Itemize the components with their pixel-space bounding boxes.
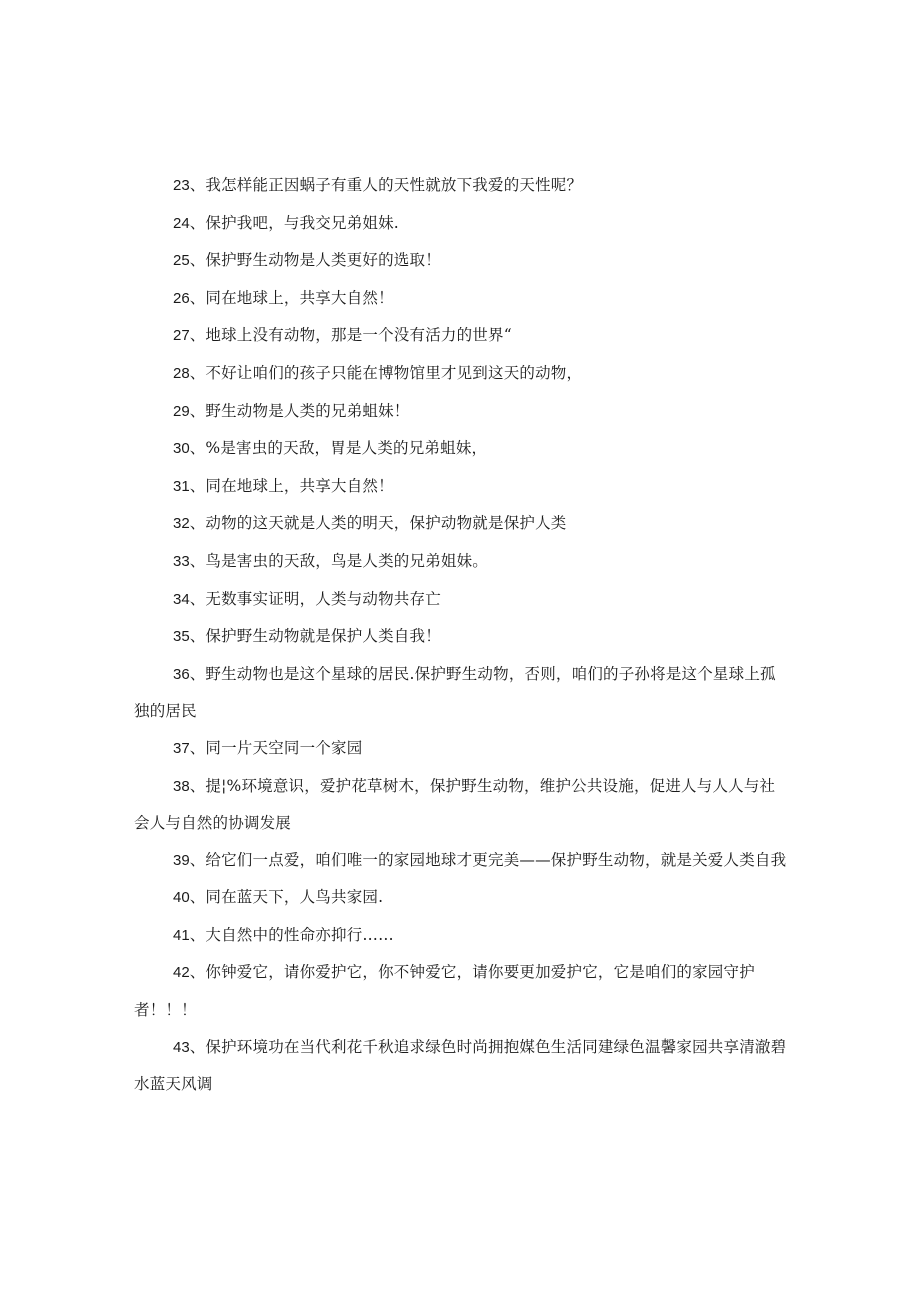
list-item xyxy=(134,355,790,393)
item-text: 、野生动物也是这个星球的居民.保护野生动物，否则，咱们的子孙将是这个星球上孤独的居民 xyxy=(134,664,776,721)
item-text: 、你钟爱它，请你爱护它，你不钟爱它，请你要更加爱护它，它是咱们的家园守护者！！！ xyxy=(134,963,755,1020)
item-number: 39 xyxy=(173,851,190,869)
list-item xyxy=(134,954,790,1028)
list-item xyxy=(134,167,790,205)
item-text: 、大自然中的性命亦抑行…… xyxy=(189,925,394,944)
item-text: 、动物的这天就是人类的明天，保护动物就是保护人类 xyxy=(189,514,567,533)
item-number: 31 xyxy=(173,477,190,495)
item-text: 、鸟是害虫的天敌，鸟是人类的兄弟姐妹。 xyxy=(189,551,488,570)
item-number: 35 xyxy=(173,628,190,646)
item-number: 43 xyxy=(173,1038,190,1056)
list-item xyxy=(134,656,790,730)
list-item xyxy=(134,242,790,280)
list-item xyxy=(134,1029,790,1103)
item-number: 38 xyxy=(173,777,190,795)
item-number: 32 xyxy=(173,515,190,533)
item-text: 、提¦%环境意识，爱护花草树木，保护野生动物，维护公共设施，促进人与人人与社会人与自然的协调发展 xyxy=(134,776,776,833)
list-item xyxy=(134,618,790,656)
item-text: 、无数事实证明，人类与动物共存亡 xyxy=(189,589,441,608)
item-text: 、我怎样能正因蜗子有重人的天性就放下我爱的天性呢？ xyxy=(189,176,583,194)
item-number: 25 xyxy=(173,252,190,270)
item-number: 27 xyxy=(173,327,190,345)
list-item xyxy=(134,280,790,318)
list-item xyxy=(134,917,790,955)
item-number: 42 xyxy=(173,964,190,982)
list-item xyxy=(134,205,790,243)
list-item xyxy=(134,468,790,506)
item-text: 、同一片天空同一个家园 xyxy=(189,738,363,757)
list-item xyxy=(134,505,790,543)
list-item xyxy=(134,430,790,468)
item-text: 、同在地球上，共享大自然！ xyxy=(189,476,394,495)
slogan-list xyxy=(134,167,790,1103)
item-number: 28 xyxy=(173,364,190,382)
item-number: 30 xyxy=(173,440,190,458)
item-number: 29 xyxy=(173,402,190,420)
item-text: 、同在蓝天下，人鸟共家园. xyxy=(189,888,384,907)
item-text: 、地球上没有动物，那是一个没有活力的世界“ xyxy=(189,326,512,345)
item-text: 、保护环境功在当代利花千秋追求绿色时尚拥抱媒色生活同建绿色温馨家园共享清澈碧水蓝天风调 xyxy=(134,1037,787,1094)
list-item xyxy=(134,879,790,917)
item-number: 26 xyxy=(173,289,190,307)
list-item xyxy=(134,581,790,619)
item-number: 33 xyxy=(173,552,190,570)
item-number: 34 xyxy=(173,590,190,608)
item-number: 41 xyxy=(173,926,190,944)
item-text: 、同在地球上，共享大自然！ xyxy=(189,288,394,307)
item-text: 、%是害虫的天敌，胃是人类的兄弟蛆妹， xyxy=(189,439,488,458)
item-text: 、不好让咱们的孩子只能在博物馆里才见到这天的动物， xyxy=(189,363,583,382)
item-text: 、野生动物是人类的兄弟蛆妹！ xyxy=(189,401,410,420)
item-text: 、给它们一点爱，咱们唯一的家园地球才更完美——保护野生动物，就是关爱人类自我 xyxy=(189,850,787,869)
list-item xyxy=(134,393,790,431)
list-item xyxy=(134,730,790,768)
item-text: 、保护野生动物就是保护人类自我！ xyxy=(189,627,441,646)
item-text: 、保护我吧，与我交兄弟姐妹. xyxy=(189,213,399,232)
item-number: 36 xyxy=(173,665,190,683)
item-number: 24 xyxy=(173,214,190,232)
list-item xyxy=(134,317,790,355)
item-number: 23 xyxy=(173,177,190,194)
item-number: 40 xyxy=(173,889,190,907)
list-item xyxy=(134,768,790,842)
list-item xyxy=(134,842,790,880)
item-number: 37 xyxy=(173,739,190,757)
item-text: 、保护野生动物是人类更好的选取！ xyxy=(189,251,441,270)
list-item xyxy=(134,543,790,581)
